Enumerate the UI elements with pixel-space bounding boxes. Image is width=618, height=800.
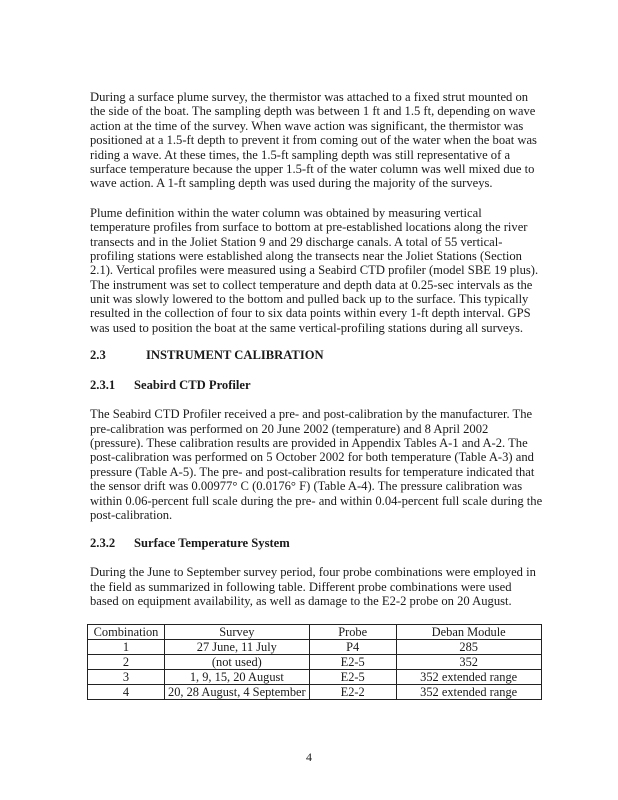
cell: 352 extended range	[396, 669, 541, 684]
header-deban-module: Deban Module	[396, 624, 541, 639]
cell: 285	[396, 639, 541, 654]
paragraph-thermistor	[90, 90, 550, 191]
text-line: resulted in the collection of four to six data points within every 1-ft depth interval. GPS	[90, 306, 531, 321]
probe-combination-table	[87, 624, 542, 700]
text-line: During a surface plume survey, the thermistor was attached to a fixed strut mounted on	[90, 90, 529, 104]
page-number: 4	[306, 750, 312, 764]
cell: 20, 28 August, 4 September	[165, 684, 310, 699]
cell: E2-2	[309, 684, 396, 699]
header-survey: Survey	[165, 624, 310, 639]
table-row	[88, 639, 542, 654]
cell: 2	[88, 654, 165, 669]
text-line: the field as summarized in following table. Different probe combinations were used	[90, 579, 512, 594]
page-body	[90, 90, 550, 700]
text-line: surface temperature because the upper 1.5-ft of the water column was well mixed due to	[90, 161, 535, 176]
text-line: based on equipment availability, as well as damage to the E2-2 probe on 20 August.	[90, 594, 512, 609]
text-line: The Seabird CTD Profiler received a pre- and post-calibration by the manufacturer. The	[90, 407, 533, 422]
text-line: riding a wave. At these times, the 1.5-ft sampling depth was still representative of a	[90, 147, 511, 162]
text-line: post-calibration was performed on 5 October 2002 for both temperature (Table A-3) and	[90, 450, 534, 465]
heading-title: Surface Temperature System	[134, 536, 290, 551]
text-line: 2.1). Vertical profiles were measured using a Seabird CTD profiler (model SBE 19 plus).	[90, 263, 539, 278]
heading-title: INSTRUMENT CALIBRATION	[146, 348, 324, 363]
cell: E2-5	[309, 669, 396, 684]
heading-title: Seabird CTD Profiler	[134, 378, 251, 393]
section-heading-2-3-1	[90, 378, 550, 393]
text-line: the sensor drift was 0.00977° C (0.0176° F) (Table A-4). The pressure calibration was	[90, 479, 523, 494]
text-line: within 0.06-percent full scale during the pre- and within 0.04-percent full scale during the	[90, 493, 543, 508]
paragraph-surface-temperature	[90, 565, 550, 608]
text-line: positioned at a 1.5-ft depth to prevent it from coming out of the water when the boat was	[90, 133, 537, 148]
paragraph-plume-definition	[90, 206, 550, 336]
text-line: action at the time of the survey. When wave action was significant, the thermistor was	[90, 118, 524, 133]
text-line: post-calibration.	[90, 507, 173, 522]
text-line: wave action. A 1-ft sampling depth was used during the majority of the surveys.	[90, 176, 493, 191]
text-line: unit was slowly lowered to the bottom and pulled back up to the surface. This typically	[90, 292, 529, 307]
cell: E2-5	[309, 654, 396, 669]
text-line: pre-calibration was performed on 20 June 2002 (temperature) and 8 April 2002	[90, 421, 489, 436]
heading-number: 2.3	[90, 348, 106, 363]
table-row	[88, 669, 542, 684]
section-heading-2-3-2	[90, 536, 550, 551]
table-row	[88, 654, 542, 669]
cell: (not used)	[165, 654, 310, 669]
table-header-row	[88, 624, 542, 639]
cell: 1, 9, 15, 20 August	[165, 669, 310, 684]
table-row	[88, 684, 542, 699]
cell: 3	[88, 669, 165, 684]
cell: P4	[309, 639, 396, 654]
cell: 352 extended range	[396, 684, 541, 699]
text-line: (pressure). These calibration results are provided in Appendix Tables A-1 and A-2. The	[90, 436, 528, 451]
heading-number: 2.3.2	[90, 536, 116, 551]
text-line: was used to position the boat at the same vertical-profiling stations during all surveys.	[90, 320, 523, 335]
paragraph-calibration	[90, 407, 550, 522]
cell: 27 June, 11 July	[165, 639, 310, 654]
text-line: transects and in the Joliet Station 9 and 29 discharge canals. A total of 55 vertical-	[90, 234, 503, 249]
text-line: the side of the boat. The sampling depth was between 1 ft and 1.5 ft, depending on wave	[90, 104, 536, 119]
text-line: profiling stations were established along the transects near the Joliet Stations (Section	[90, 248, 522, 263]
cell: 1	[88, 639, 165, 654]
text-line: temperature profiles from surface to bottom at pre-established locations along the river	[90, 220, 528, 235]
heading-number: 2.3.1	[90, 378, 116, 393]
header-combination: Combination	[88, 624, 165, 639]
cell: 4	[88, 684, 165, 699]
header-probe: Probe	[309, 624, 396, 639]
text-line: The instrument was set to collect temperature and depth data at 0.25-sec intervals as the	[90, 277, 533, 292]
section-heading-2-3	[90, 348, 550, 363]
text-line: pressure (Table A-5). The pre- and post-calibration results for temperature indicated that	[90, 464, 535, 479]
text-line: Plume definition within the water column was obtained by measuring vertical	[90, 205, 482, 220]
text-line: During the June to September survey period, four probe combinations were employed in	[90, 565, 536, 580]
cell: 352	[396, 654, 541, 669]
